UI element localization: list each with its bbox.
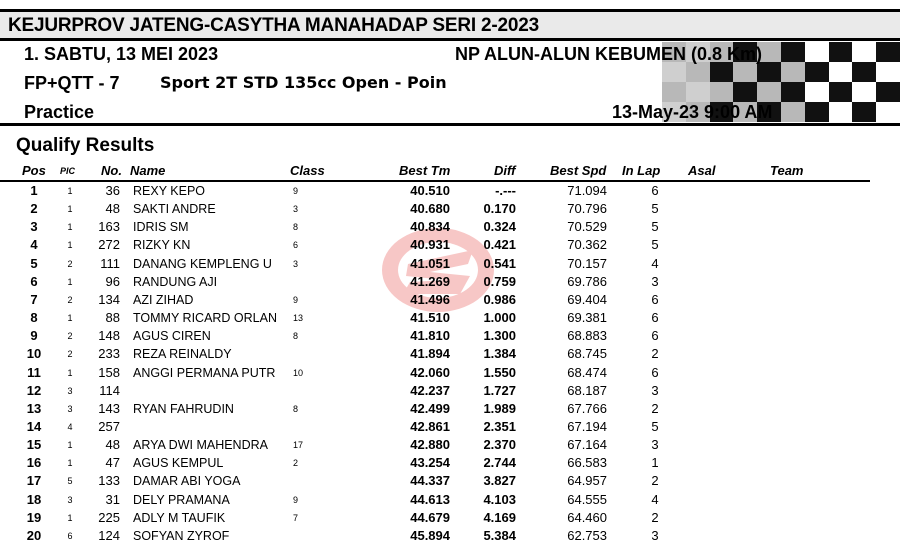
rider-class: 9 xyxy=(293,294,299,305)
pos: 10 xyxy=(26,346,42,362)
rider-number: 31 xyxy=(105,491,120,507)
pos: 18 xyxy=(26,491,42,507)
rider-number: 143 xyxy=(98,400,120,416)
best-time: 41.810 xyxy=(410,328,450,344)
rider-number: 48 xyxy=(105,437,120,453)
best-speed: 67.766 xyxy=(567,400,607,416)
pos: 13 xyxy=(26,400,42,416)
table-row xyxy=(0,273,900,291)
session-code: FP+QTT - 7 xyxy=(24,73,120,93)
table-row xyxy=(0,255,900,273)
pic: 1 xyxy=(67,367,73,378)
rider-name: DAMAR ABI YOGA xyxy=(133,474,241,489)
rider-class: 7 xyxy=(293,512,299,523)
col-head-pos: Pos xyxy=(22,163,46,178)
rider-number: 133 xyxy=(98,473,120,489)
best-speed: 70.362 xyxy=(567,237,607,253)
rider-number: 134 xyxy=(98,291,120,307)
pic: 2 xyxy=(67,294,73,305)
in-lap: 6 xyxy=(651,183,659,198)
rider-class: 8 xyxy=(293,222,299,233)
diff-time: 1.300 xyxy=(483,328,516,344)
best-time: 43.254 xyxy=(410,455,450,471)
rider-number: 163 xyxy=(98,219,120,235)
rider-number: 48 xyxy=(105,201,120,217)
best-time: 42.060 xyxy=(410,364,450,380)
pos: 2 xyxy=(30,201,38,217)
col-head-name: Name xyxy=(130,163,166,178)
rider-number: 158 xyxy=(98,364,120,380)
rider-number: 88 xyxy=(105,310,120,326)
diff-time: 1.000 xyxy=(483,310,516,326)
rider-number: 148 xyxy=(98,328,120,344)
rider-name: RYAN FAHRUDIN xyxy=(133,401,234,416)
best-speed: 64.957 xyxy=(567,473,607,489)
best-speed: 69.381 xyxy=(567,310,607,326)
rider-class: 8 xyxy=(293,403,299,414)
in-lap: 4 xyxy=(651,255,659,271)
diff-time: -.--- xyxy=(495,183,516,198)
rider-name: DANANG KEMPLENG U xyxy=(133,256,272,271)
best-speed: 70.796 xyxy=(567,201,607,217)
rider-class: 2 xyxy=(293,458,299,469)
best-speed: 68.883 xyxy=(567,328,607,344)
best-time: 45.894 xyxy=(410,527,450,543)
rider-number: 96 xyxy=(105,273,120,289)
rider-class: 17 xyxy=(293,440,304,451)
rider-name: AGUS CIREN xyxy=(133,329,211,344)
rider-number: 225 xyxy=(98,509,120,525)
table-row xyxy=(0,182,900,200)
pic: 2 xyxy=(67,349,73,360)
diff-time: 2.370 xyxy=(483,437,516,453)
in-lap: 5 xyxy=(651,201,659,217)
pic: 6 xyxy=(67,530,73,541)
best-time: 41.496 xyxy=(410,291,450,307)
pic: 1 xyxy=(67,186,73,196)
venue: NP ALUN-ALUN KEBUMEN (0.8 Km) xyxy=(455,44,763,64)
pos: 17 xyxy=(26,473,42,489)
table-row xyxy=(0,491,900,509)
table-row xyxy=(0,436,900,454)
session-name: Practice xyxy=(24,102,95,122)
in-lap: 3 xyxy=(651,437,659,453)
table-row xyxy=(0,382,900,400)
diff-time: 0.759 xyxy=(483,273,516,289)
table-row xyxy=(0,309,900,327)
pos: 5 xyxy=(30,255,38,271)
rider-name: SOFYAN ZYROF xyxy=(133,528,230,543)
rider-number: 272 xyxy=(98,237,120,253)
rider-name: ADLY M TAUFIK xyxy=(133,510,226,525)
rider-number: 257 xyxy=(98,418,120,434)
diff-time: 3.827 xyxy=(483,473,516,489)
pic: 3 xyxy=(67,385,73,396)
best-speed: 66.583 xyxy=(567,455,607,471)
best-time: 42.499 xyxy=(410,400,450,416)
class-title: Sport 2T STD 135cc Open - Poin xyxy=(160,73,447,92)
pos: 11 xyxy=(27,364,41,380)
best-speed: 68.474 xyxy=(567,364,607,380)
rider-name: TOMMY RICARD ORLAN xyxy=(133,311,278,326)
best-speed: 64.460 xyxy=(567,509,607,525)
table-row xyxy=(0,291,900,309)
diff-time: 0.421 xyxy=(483,237,516,253)
rider-class: 6 xyxy=(293,240,299,251)
rider-number: 114 xyxy=(99,382,120,398)
rider-name: IDRIS SM xyxy=(133,220,189,235)
pos: 4 xyxy=(30,237,38,253)
best-time: 40.931 xyxy=(410,237,450,253)
col-head-diff: Diff xyxy=(494,163,516,178)
best-speed: 68.187 xyxy=(567,382,607,398)
section-rule xyxy=(0,123,900,126)
best-time: 40.510 xyxy=(410,183,450,198)
diff-time: 0.986 xyxy=(483,291,516,307)
col-head-asal: Asal xyxy=(688,163,716,178)
table-row xyxy=(0,200,900,218)
best-speed: 70.529 xyxy=(567,219,607,235)
pic: 3 xyxy=(67,494,73,505)
pic: 2 xyxy=(67,331,73,342)
pos: 9 xyxy=(30,328,38,344)
col-head-pic: PIC xyxy=(60,166,76,176)
in-lap: 5 xyxy=(651,219,659,235)
col-head-class: Class xyxy=(290,163,325,178)
rider-class: 13 xyxy=(293,313,304,324)
diff-time: 2.744 xyxy=(483,455,516,471)
table-row xyxy=(0,364,900,382)
best-speed: 62.753 xyxy=(567,527,607,543)
best-time: 44.337 xyxy=(410,473,450,489)
pic: 1 xyxy=(67,440,73,451)
rider-name: AGUS KEMPUL xyxy=(133,456,224,471)
session-datetime: 13-May-23 9:00 AM xyxy=(612,102,773,122)
table-row xyxy=(0,327,900,345)
pos: 20 xyxy=(26,527,42,543)
pic: 1 xyxy=(67,458,73,469)
table-row xyxy=(0,509,900,527)
best-time: 42.861 xyxy=(410,418,450,434)
rider-name: RANDUNG AJI xyxy=(133,274,218,289)
best-speed: 67.164 xyxy=(567,437,607,453)
table-row xyxy=(0,218,900,236)
rider-class: 9 xyxy=(293,494,299,505)
pic: 5 xyxy=(67,476,73,487)
diff-time: 0.170 xyxy=(483,201,516,217)
best-time: 41.051 xyxy=(410,255,450,271)
pos: 12 xyxy=(26,382,42,398)
pic: 3 xyxy=(67,403,73,414)
pos: 16 xyxy=(26,455,42,471)
rider-name: REZA REINALDY xyxy=(133,347,232,362)
rider-class: 3 xyxy=(293,258,299,269)
diff-time: 0.541 xyxy=(483,255,516,271)
pos: 7 xyxy=(30,291,38,307)
best-time: 41.269 xyxy=(410,273,450,289)
pos: 1 xyxy=(30,183,38,198)
in-lap: 3 xyxy=(651,273,659,289)
pic: 1 xyxy=(67,222,73,233)
title-rule xyxy=(0,38,900,41)
in-lap: 2 xyxy=(651,346,659,362)
col-head-in-lap: In Lap xyxy=(622,163,661,178)
rider-name: AZI ZIHAD xyxy=(133,292,194,307)
diff-time: 1.550 xyxy=(483,364,516,380)
in-lap: 2 xyxy=(651,473,659,489)
table-row xyxy=(0,345,900,363)
table-row xyxy=(0,236,900,254)
in-lap: 5 xyxy=(651,237,659,253)
pos: 8 xyxy=(30,310,38,326)
pic: 4 xyxy=(67,421,73,432)
diff-time: 0.324 xyxy=(483,219,516,235)
best-time: 40.834 xyxy=(410,219,450,235)
rider-name: SAKTI ANDRE xyxy=(133,202,216,217)
diff-time: 1.989 xyxy=(483,400,516,416)
in-lap: 3 xyxy=(651,382,659,398)
section-title: Qualify Results xyxy=(16,135,155,156)
rider-number: 124 xyxy=(98,527,120,543)
best-speed: 69.404 xyxy=(567,291,607,307)
pos: 19 xyxy=(26,509,42,525)
rider-name: ARYA DWI MAHENDRA xyxy=(133,438,268,453)
pos: 14 xyxy=(26,418,42,434)
diff-time: 2.351 xyxy=(483,418,516,434)
best-speed: 67.194 xyxy=(567,418,607,434)
rider-name: ANGGI PERMANA PUTR xyxy=(133,365,276,380)
diff-time: 1.384 xyxy=(483,346,516,362)
col-head-team: Team xyxy=(770,163,804,178)
best-time: 42.880 xyxy=(410,437,450,453)
best-time: 44.613 xyxy=(410,491,450,507)
diff-time: 4.169 xyxy=(483,509,516,525)
rider-class: 10 xyxy=(293,367,304,378)
rider-name: RIZKY KN xyxy=(133,238,191,253)
best-speed: 68.745 xyxy=(567,346,607,362)
in-lap: 2 xyxy=(651,509,659,525)
best-time: 41.510 xyxy=(410,310,450,326)
pic: 1 xyxy=(67,313,73,324)
rider-name: REXY KEPO xyxy=(133,184,206,198)
best-time: 40.680 xyxy=(410,201,450,217)
rider-number: 36 xyxy=(105,183,120,198)
best-time: 42.237 xyxy=(410,382,450,398)
diff-time: 5.384 xyxy=(483,527,516,543)
diff-time: 1.727 xyxy=(483,382,516,398)
pos: 6 xyxy=(30,273,38,289)
col-head-best-tm: Best Tm xyxy=(399,163,451,178)
rider-number: 111 xyxy=(100,255,120,271)
best-time: 44.679 xyxy=(410,509,450,525)
table-row xyxy=(0,472,900,490)
pic: 1 xyxy=(67,512,73,523)
pic: 1 xyxy=(67,240,73,251)
pos: 15 xyxy=(26,437,42,453)
rider-name: DELY PRAMANA xyxy=(133,492,230,507)
rider-number: 47 xyxy=(105,455,120,471)
best-speed: 69.786 xyxy=(567,273,607,289)
in-lap: 1 xyxy=(651,455,659,471)
in-lap: 6 xyxy=(651,364,659,380)
col-head-no: No. xyxy=(101,163,122,178)
in-lap: 3 xyxy=(651,527,659,543)
table-row xyxy=(0,454,900,472)
event-title: KEJURPROV JATENG-CASYTHA MANAHADAP SERI 2-2023 xyxy=(8,15,539,36)
rider-number: 233 xyxy=(98,346,120,362)
best-speed: 70.157 xyxy=(567,255,607,271)
pic: 2 xyxy=(67,258,73,269)
table-row xyxy=(0,527,900,545)
in-lap: 4 xyxy=(651,491,659,507)
in-lap: 6 xyxy=(651,310,659,326)
best-time: 41.894 xyxy=(410,346,450,362)
in-lap: 6 xyxy=(651,328,659,344)
pic: 1 xyxy=(67,276,73,287)
diff-time: 4.103 xyxy=(483,491,516,507)
rider-class: 8 xyxy=(293,331,299,342)
table-row xyxy=(0,418,900,436)
in-lap: 5 xyxy=(651,418,659,434)
table-row xyxy=(0,400,900,418)
best-speed: 71.094 xyxy=(567,183,607,198)
pos: 3 xyxy=(30,219,38,235)
rider-class: 3 xyxy=(293,204,299,215)
round-date: 1. SABTU, 13 MEI 2023 xyxy=(24,44,219,64)
pic: 1 xyxy=(67,204,73,215)
best-speed: 64.555 xyxy=(567,491,607,507)
col-head-best-spd: Best Spd xyxy=(550,163,607,178)
rider-class: 9 xyxy=(293,186,299,196)
in-lap: 6 xyxy=(651,291,659,307)
in-lap: 2 xyxy=(651,400,659,416)
